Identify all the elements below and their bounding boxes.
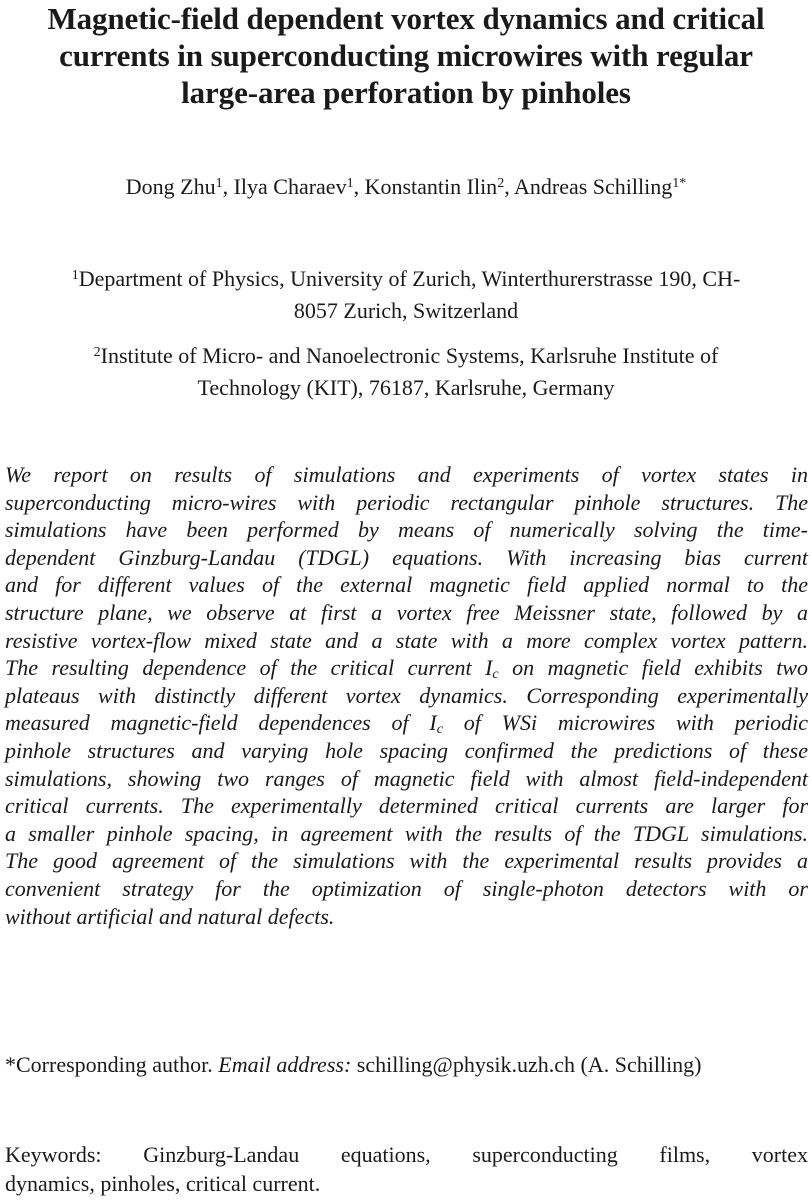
abstract-line: measured magnetic-field dependences of $I_c$ of WSi microwires with periodic bbox=[5, 710, 808, 738]
paper-title bbox=[0, 0, 812, 111]
corresponding-prefix: *Corresponding author. bbox=[5, 1052, 219, 1077]
abstract-line: without artificial and natural defects. bbox=[5, 903, 335, 929]
abstract-line: and for different values of the external magnetic field applied normal to the bbox=[5, 572, 808, 598]
author-affiliation-marker: 1 bbox=[346, 176, 354, 191]
subscript: c bbox=[492, 667, 499, 683]
author-affiliation-marker: 1* bbox=[672, 176, 687, 191]
corresponding-author-note bbox=[5, 1050, 808, 1080]
abstract-line: The resulting dependence of the critical current $I_c$ on magnetic field exhibits two bbox=[5, 655, 808, 683]
author-separator: , bbox=[222, 174, 234, 199]
affiliation-text: Institute of Micro- and Nanoelectronic Systems, Karlsruhe Institute of bbox=[100, 343, 719, 368]
abstract-line: pinhole structures and varying hole spacing confirmed the predictions of these bbox=[5, 737, 808, 763]
author-list bbox=[0, 172, 812, 202]
abstract bbox=[5, 461, 808, 930]
abstract-line: a smaller pinhole spacing, in agreement with the results of the TDGL simulations. bbox=[5, 820, 808, 846]
affiliation-line bbox=[20, 340, 792, 372]
title-line: large-area perforation by pinholes bbox=[181, 75, 631, 110]
author-name: Dong Zhu bbox=[125, 174, 216, 199]
abstract-line: simulations, showing two ranges of magnetic field with almost field-independent bbox=[5, 765, 808, 791]
email-label: Email address: bbox=[218, 1052, 352, 1077]
affiliation-line: 8057 Zurich, Switzerland bbox=[293, 298, 519, 323]
keywords-line: dynamics, pinholes, critical current. bbox=[5, 1171, 321, 1196]
affiliation-1 bbox=[20, 263, 792, 327]
abstract-line: The good agreement of the simulations with the experimental results provides a bbox=[5, 848, 808, 874]
author-name: Andreas Schilling bbox=[513, 174, 673, 199]
abstract-line: superconducting micro-wires with periodic rectangular pinhole structures. The bbox=[5, 489, 808, 515]
affiliation-text: Department of Physics, University of Zurich, Winterthurerstrasse 190, CH- bbox=[78, 266, 741, 291]
affiliation-line: Technology (KIT), 76187, Karlsruhe, Germany bbox=[197, 375, 615, 400]
abstract-line: plateaus with distinctly different vortex dynamics. Corresponding experimentally bbox=[5, 682, 808, 708]
author-affiliation-marker: 1 bbox=[215, 176, 223, 191]
author-affiliation-marker: 2 bbox=[497, 176, 505, 191]
abstract-line: We report on results of simulations and experiments of vortex states in bbox=[5, 462, 808, 487]
title-line: Magnetic-field dependent vortex dynamics and critical bbox=[47, 1, 765, 36]
abstract-line: resistive vortex-flow mixed state and a state with a more complex vortex pattern. bbox=[5, 627, 808, 653]
keywords-line: Keywords: Ginzburg-Landau equations, superconducting films, vortex bbox=[5, 1142, 808, 1167]
author-separator: , bbox=[353, 174, 365, 199]
author-separator: , bbox=[504, 174, 514, 199]
email-address: schilling@physik.uzh.ch (A. Schilling) bbox=[351, 1052, 702, 1077]
abstract-line: dependent Ginzburg-Landau (TDGL) equations. With increasing bias current bbox=[5, 544, 808, 570]
author-name: Ilya Charaev bbox=[233, 174, 347, 199]
keywords bbox=[5, 1140, 808, 1198]
subscript: c bbox=[436, 722, 443, 738]
abstract-line: critical currents. The experimentally determined critical currents are larger for bbox=[5, 793, 808, 819]
author-name: Konstantin Ilin bbox=[364, 174, 498, 199]
abstract-line: simulations have been performed by means of numerically solving the time- bbox=[5, 517, 808, 543]
affiliation-line bbox=[20, 263, 792, 295]
affiliation-marker: 2 bbox=[93, 345, 101, 360]
abstract-line: structure plane, we observe at first a vortex free Meissner state, followed by a bbox=[5, 599, 808, 625]
affiliation-marker: 1 bbox=[71, 268, 79, 283]
title-line: currents in superconducting microwires with regular bbox=[59, 38, 753, 73]
abstract-line: convenient strategy for the optimization of single-photon detectors with or bbox=[5, 875, 808, 901]
affiliation-2 bbox=[20, 340, 792, 404]
